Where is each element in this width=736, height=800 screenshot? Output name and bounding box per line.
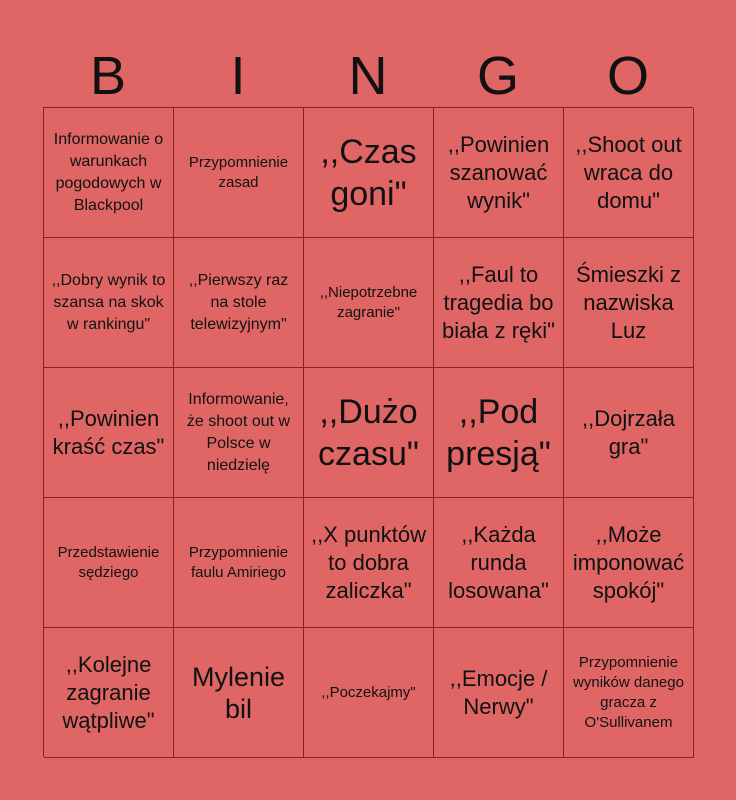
cell-text: ,,Czas goni": [320, 132, 417, 213]
cell-text: ,,Każda runda losowana": [448, 521, 549, 603]
bingo-cell[interactable]: [174, 108, 304, 238]
bingo-cell[interactable]: [564, 368, 694, 498]
cell-text: ,,Pod presją": [446, 392, 551, 473]
bingo-cell[interactable]: [174, 368, 304, 498]
bingo-cell[interactable]: [434, 368, 564, 498]
bingo-cell[interactable]: [564, 628, 694, 758]
cell-text: ,,Emocje / Nerwy": [449, 665, 548, 719]
bingo-cell[interactable]: [304, 628, 434, 758]
cell-text: Przypomnienie zasad: [188, 153, 289, 191]
cell-text: Informowanie o warunkach pogodowych w Blackpool: [53, 130, 164, 214]
bingo-cell[interactable]: [174, 238, 304, 368]
bingo-cell[interactable]: [434, 628, 564, 758]
title-letter-i: I: [230, 46, 246, 106]
cell-text: ,,Dużo czasu": [318, 392, 419, 473]
cell-text: Śmieszki z nazwiska Luz: [575, 261, 682, 343]
cell-text: Przedstawienie sędziego: [57, 543, 160, 581]
cell-text: ,,Shoot out wraca do domu": [575, 131, 682, 213]
bingo-cell[interactable]: [434, 238, 564, 368]
cell-text: Przypomnienie faulu Amiriego: [188, 543, 289, 581]
cell-text: Informowanie, że shoot out w Polsce w niedzielę: [186, 390, 291, 474]
bingo-cell[interactable]: [304, 498, 434, 628]
cell-text: ,,Dobry wynik to szansa na skok w rankingu": [51, 271, 166, 333]
bingo-cell[interactable]: [564, 238, 694, 368]
bingo-cell[interactable]: [44, 498, 174, 628]
cell-text: ,,Powinien szanować wynik": [447, 131, 550, 213]
bingo-cell[interactable]: [44, 108, 174, 238]
title-letter-n: N: [348, 46, 388, 106]
bingo-cell[interactable]: [434, 498, 564, 628]
cell-text: ,,Dojrzała gra": [582, 405, 675, 459]
bingo-grid: [43, 107, 693, 757]
bingo-cell[interactable]: [44, 628, 174, 758]
cell-text: Przypomnienie wyników danego gracza z O'Sullivanem: [573, 653, 684, 731]
bingo-cell[interactable]: [304, 238, 434, 368]
bingo-cell[interactable]: [564, 498, 694, 628]
cell-text: ,,Może imponować spokój": [572, 521, 685, 603]
bingo-cell[interactable]: [304, 108, 434, 238]
bingo-cell[interactable]: [564, 108, 694, 238]
bingo-cell[interactable]: [174, 498, 304, 628]
cell-text: ,,Powinien kraść czas": [52, 405, 165, 459]
cell-text: ,,Niepotrzebne zagranie": [319, 283, 418, 321]
cell-text: ,,Faul to tragedia bo biała z ręki": [442, 261, 555, 343]
cell-text: ,,Poczekajmy": [321, 683, 416, 701]
title-letter-b: B: [89, 46, 127, 106]
bingo-cell[interactable]: [304, 368, 434, 498]
bingo-cell[interactable]: [44, 368, 174, 498]
title-letter-g: G: [476, 46, 519, 106]
bingo-cell[interactable]: [44, 238, 174, 368]
cell-text: ,,Kolejne zagranie wątpliwe": [62, 651, 155, 733]
cell-text: Mylenie bil: [191, 661, 286, 724]
bingo-cell[interactable]: [434, 108, 564, 238]
bingo-title: [43, 46, 693, 106]
title-letter-o: O: [606, 46, 649, 106]
bingo-cell[interactable]: [174, 628, 304, 758]
cell-text: ,,X punktów to dobra zaliczka": [311, 521, 426, 603]
cell-text: ,,Pierwszy raz na stole telewizyjnym": [188, 271, 289, 333]
